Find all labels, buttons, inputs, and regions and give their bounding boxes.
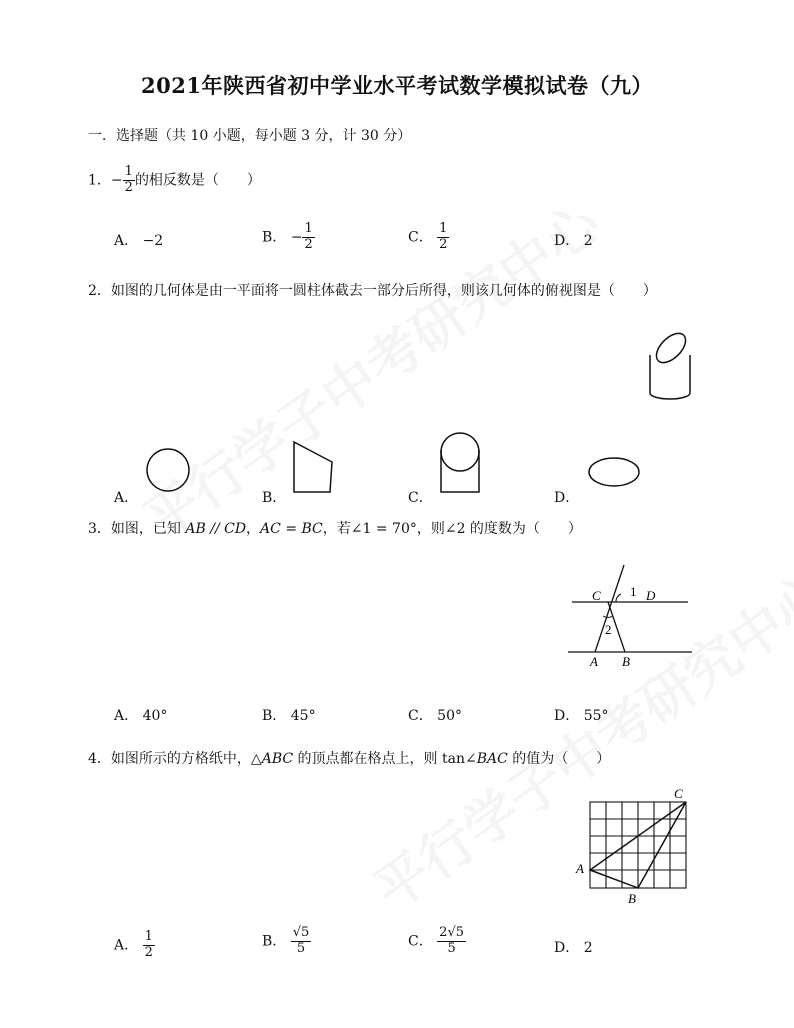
section-heading: 一．选择题（共 10 小题，每小题 3 分，计 30 分） bbox=[88, 128, 412, 144]
q1-option-a[interactable]: A． −2 bbox=[114, 233, 164, 249]
q2-option-d-ellipse bbox=[588, 455, 642, 489]
page-title: 2021年陕西省初中学业水平考试数学模拟试卷（九） bbox=[141, 73, 653, 98]
q1-number: 1． bbox=[88, 172, 111, 189]
question-3: 3．如图，已知 AB // CD，AC = BC，若∠1 = 70°，则∠2 的度数为（ ） bbox=[88, 521, 582, 537]
q4-label-a: A bbox=[576, 861, 584, 876]
q4-label-b: B bbox=[628, 891, 636, 906]
q2-option-a[interactable]: A． bbox=[114, 490, 139, 506]
q4-option-d[interactable]: D． 2 bbox=[554, 940, 593, 956]
q4-label-c: C bbox=[674, 786, 683, 801]
question-4: 4．如图所示的方格纸中，△ABC 的顶点都在格点上，则 tan∠BAC 的值为（ ） bbox=[88, 751, 611, 767]
q2-option-b-trapezoid bbox=[290, 440, 336, 494]
q3-label-b: B bbox=[622, 654, 630, 669]
q3-label-a: A bbox=[590, 654, 598, 669]
q2-solid-figure bbox=[640, 325, 700, 405]
q2-option-c-circle-in-rect bbox=[438, 430, 484, 494]
question-2: 2．如图的几何体是由一平面将一圆柱体截去一部分后所得，则该几何体的俯视图是（ ） bbox=[88, 283, 657, 299]
q3-label-angle1: 1 bbox=[630, 584, 637, 599]
q2-option-c[interactable]: C． bbox=[408, 490, 433, 506]
q4-grid-figure bbox=[570, 785, 695, 910]
q1-fraction: $\frac{1}{2}$ bbox=[124, 164, 133, 195]
q3-label-d: D bbox=[646, 588, 656, 603]
q2-option-a-circle bbox=[145, 447, 191, 493]
q3-option-a[interactable]: A． 40° bbox=[114, 708, 168, 724]
q4-option-a[interactable]: A． $\frac{1}{2}$ bbox=[114, 929, 153, 960]
watermark bbox=[127, 182, 614, 555]
q1-option-b[interactable]: B． − $\frac{1}{2}$ bbox=[262, 221, 313, 252]
q1-option-d[interactable]: D． 2 bbox=[554, 233, 593, 249]
q3-option-b[interactable]: B． 45° bbox=[262, 708, 316, 724]
q4-option-c[interactable]: C． $\frac{2√5}{5}$ bbox=[408, 925, 464, 956]
q3-label-c: C bbox=[592, 588, 601, 603]
question-1 bbox=[88, 165, 261, 196]
q3-option-d[interactable]: D． 55° bbox=[554, 708, 609, 724]
q2-option-b[interactable]: B． bbox=[262, 490, 287, 506]
q3-parallel-lines-figure bbox=[560, 560, 700, 670]
q1-option-c[interactable]: C． $\frac{1}{2}$ bbox=[408, 221, 448, 252]
q3-label-angle2: 2 bbox=[605, 622, 612, 637]
q3-option-c[interactable]: C． 50° bbox=[408, 708, 462, 724]
q1-text: 的相反数是（ ） bbox=[134, 172, 261, 189]
q4-option-b[interactable]: B． $\frac{√5}{5}$ bbox=[262, 925, 310, 956]
q2-option-d[interactable]: D． bbox=[554, 490, 580, 506]
q1-minus: − bbox=[110, 172, 123, 189]
